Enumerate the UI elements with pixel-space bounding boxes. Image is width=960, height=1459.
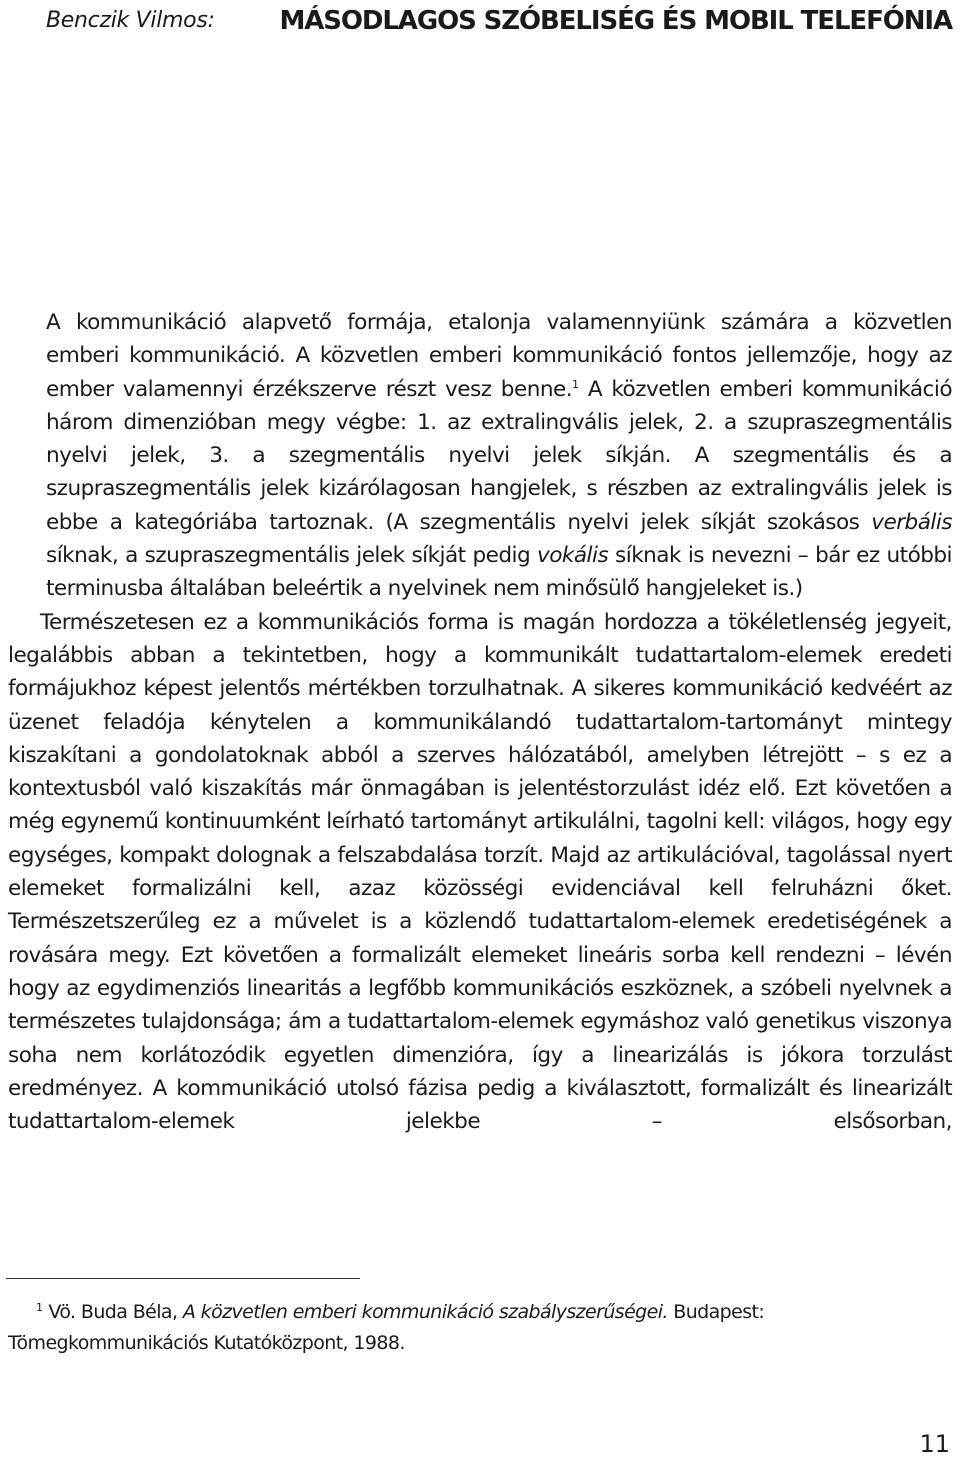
body-text	[8, 306, 952, 1138]
running-header	[46, 4, 952, 44]
term-vokalis: vokális	[537, 543, 609, 569]
paragraph-2: Természetesen ez a kommunikációs forma is magán hordozza a tökéletlenség jegyeit, legalábbis abban a tekintetben, hogy a kommunikált tudattartalom-elemek eredeti formájukhoz képest jelentős mértékben torzulhatnak. A sikeres kommunikáció kedvéért az üzenet feladója kénytelen a kommunikálandó tudattartalom-tartományt mintegy kiszakítani a gondolatoknak abból a szerves hálózatából, amelyben létrejött – s ez a kontextusból való kiszakítás már önmagában is jelentéstorzulást idéz elő. Ezt követően a még egynemű kontinuumként leírható tartományt artikulálni, tagolni kell: világos, hogy egy egységes, kompakt dolognak a felszabdalása torzít. Majd az artikulációval, tagolással nyert elemeket formalizálni kell, azaz közösségi evidenciával kell felruházni őket. Természetszerűleg ez a művelet is a közlendő tudattartalom-elemek eredetiségének a rovására megy. Ezt követően a formalizált elemeket lineáris sorba kell rendezni – lévén hogy az egydimenziós linearitás a legfőbb kommunikációs eszköznek, a szóbeli nyelvnek a természetes tulajdonsága; ám a tudattartalom-elemek egymáshoz való genetikus viszonya soha nem korlátozódik egyetlen dimenzióra, így a linearizálás is jókora torzulást eredményez. A kommunikáció utolsó fázisa pedig a kiválasztott, formalizált és linearizált tudattartalom-elemek jelekbe – elsősorban,	[8, 609, 952, 1135]
paragraph-1	[8, 306, 952, 606]
paragraph-1-part-b: A közvetlen emberi kommunikáció három dimenzióban megy végbe: 1. az extralingvális jelek, 2. a szupraszegmentális nyelvi jelek, 3. a szegmentális nyelvi jelek síkján. A szegmentális és a szupraszegmentális jelek kizárólagosan hangjelek, s részben az extralingvális jelek is ebbe a kategóriába tartoznak. (A szegmentális nyelvi jelek síkját szokásos	[46, 376, 952, 535]
footnote-reference[interactable]: 1	[572, 377, 579, 391]
footnote-book-title: A közvetlen emberi kommunikáció szabályszerűségei.	[182, 1301, 668, 1323]
footnote-1	[8, 1297, 956, 1359]
paragraph-1-part-d: síknak is nevezni – bár ez utóbbi terminusba általában beleértik a nyelvinek nem minősülő hangjeleket is.)	[46, 543, 952, 602]
footnote-text-a: Vö. Buda Béla,	[48, 1301, 183, 1323]
footnote-number: 1	[36, 1300, 43, 1314]
paragraph-1-part-a: A kommunikáció alapvető formája, etalonja valamennyiünk számára a közvetlen emberi kommunikáció. A közvetlen emberi kommunikáció fontos jellemzője, hogy az ember valamennyi érzékszerve részt vesz benne.	[46, 310, 952, 402]
running-header-title: MÁSODLAGOS SZÓBELISÉG ÉS MOBIL TELEFÓNIA	[279, 6, 952, 36]
footnote-divider	[6, 1278, 360, 1279]
page-number: 11	[919, 1430, 950, 1458]
term-verbalis: verbális	[871, 509, 952, 535]
running-header-author: Benczik Vilmos:	[46, 8, 215, 33]
footnote-text-b: Budapest: Tömegkommunikációs Kutatóközpont, 1988.	[8, 1301, 765, 1354]
paragraph-1-part-c: síknak, a szupraszegmentális jelek síkját pedig	[46, 543, 538, 569]
footnote	[8, 1297, 956, 1359]
